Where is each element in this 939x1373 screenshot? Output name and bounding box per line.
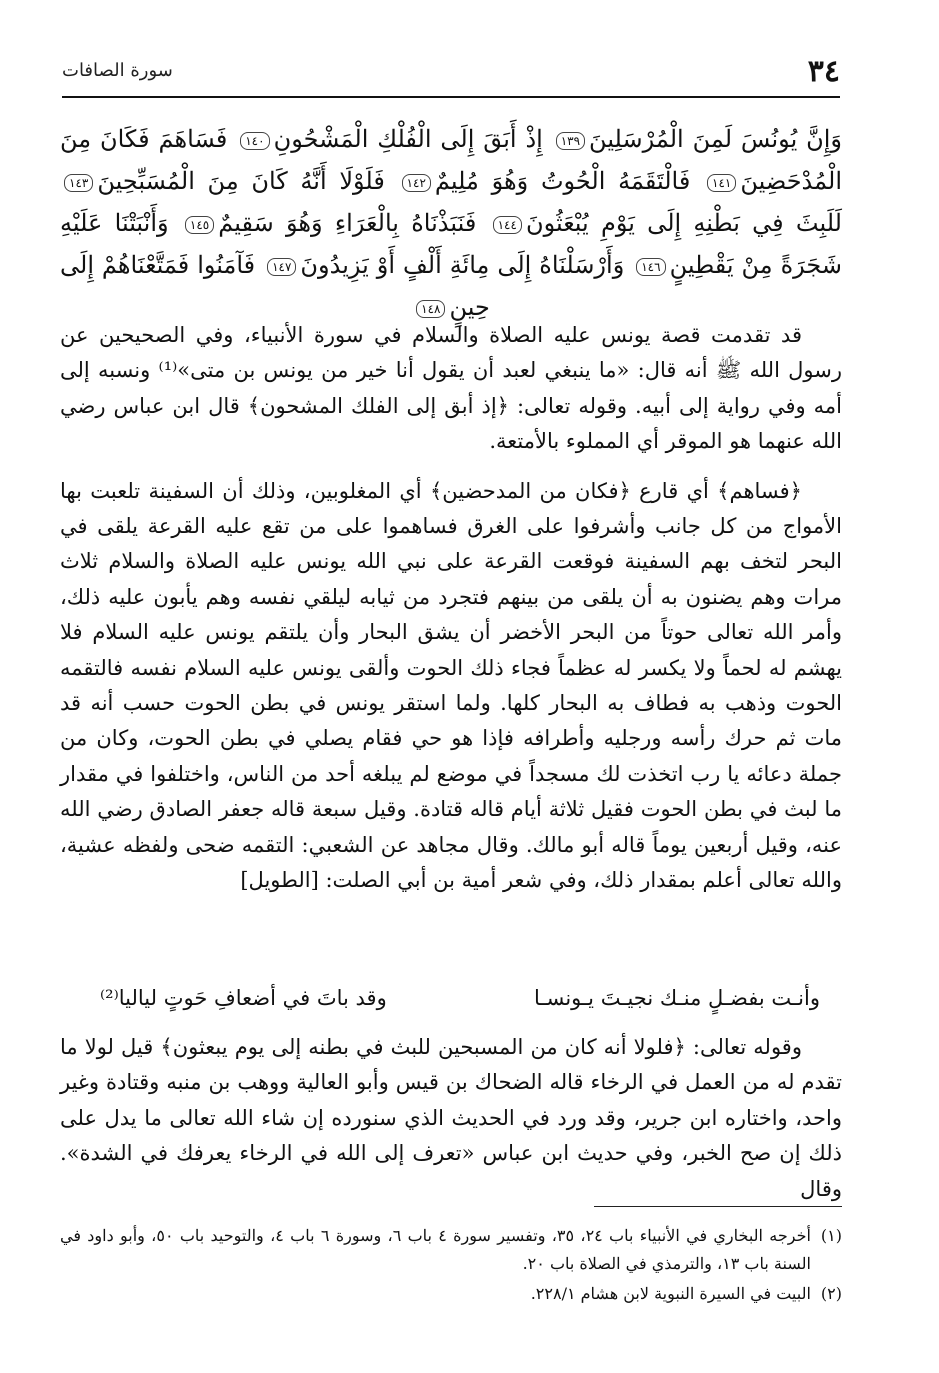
- verse-text: فَنَبَذْنَاهُ بِالْعَرَاءِ وَهُوَ سَقِيمٌ: [218, 209, 477, 237]
- commentary-paragraph: ﴿فساهم﴾ أي قارع ﴿فكان من المدحضين﴾ أي المغلوبين، وذلك أن السفينة تلعبت بها الأمواج من كل جانب وأشرفوا على الغرق فساهموا على من تقع عليه القرعة يلقى في البحر لتخف بهم السفينة فوقعت القرعة على نبي الله يونس عليه الصلاة والسلام ثلاث مرات وهم يضنون به أن يلقى من بينهم فتجرد من ثيابه ليلقي نفسه وهم يأبون عليه ذلك، وأمر الله تعالى حوتاً من البحر الأخضر أن يشق البحار وأن يلتقم يونس عليه السلام فلا يهشم له لحماً ولا يكسر له عظماً فجاء ذلك الحوت وألقى يونس عليه السلام نفسه فالتقمه الحوت وذهب به فطاف به البحار كلها. ولما استقر يونس في بطن الحوت حسب أنه قد مات ثم حرك رأسه ورجليه وأطرافه فإذا هو حي فقام يصلي في بطن الحوت، وكان من جملة دعائه يا رب اتخذت لك مسجداً في موضع لم يبلغه أحد من الناس، واختلفوا في مقدار ما لبث في بطن الحوت فقيل ثلاثة أيام قاله قتادة. وقيل سبعة قاله جعفر الصادق رضي الله عنه، وقيل أربعين يوماً قاله أبو مالك. وقال مجاهد عن الشعبي: التقمه ضحى ولفظه عشية، والله تعالى أعلم بمقدار ذلك، وفي شعر أمية بن أبي الصلت: [الطويل]: [60, 478, 842, 893]
- footnote-item: [60, 1222, 842, 1278]
- footnote-item: [60, 1280, 842, 1308]
- poetry-verse: [100, 980, 820, 1016]
- poem-first-hemistich: وأنـت بفضـلٍ منـك نجيـتَ يـونسـا: [534, 986, 820, 1010]
- verse-text: إِذْ أَبَقَ إِلَى الْفُلْكِ الْمَشْحُونِ: [273, 125, 543, 153]
- footnote-text: أخرجه البخاري في الأنبياء باب ٢٤، ٣٥، وتفسير سورة ٤ باب ٦، وسورة ٦ باب ٤، والتوحيد باب ٥٠، وأبو داود في السنة باب ١٣، والترمذي في الصلاة باب ٢٠.: [60, 1226, 811, 1273]
- running-title: سورة الصافات: [62, 60, 173, 81]
- poem-second-hemistich: وقد باتَ في أضعافِ حَوتٍ لياليا⁽²⁾: [100, 986, 387, 1010]
- verse-number-marker: ١٤٥: [185, 216, 214, 234]
- verse-number-marker: ١٤٧: [267, 258, 296, 276]
- footnote-number: (١): [820, 1226, 842, 1245]
- verse-number-marker: ١٣٩: [556, 132, 585, 150]
- page-number: ٣٤: [807, 54, 840, 89]
- verse-number-marker: ١٤٦: [636, 258, 665, 276]
- footnote-text: البيت في السيرة النبوية لابن هشام ٢٢٨/١.: [530, 1284, 811, 1303]
- verse-number-marker: ١٤٨: [416, 300, 445, 318]
- header-divider: [62, 96, 840, 98]
- quran-verses-block: [60, 118, 842, 328]
- commentary-paragraph: قد تقدمت قصة يونس عليه الصلاة والسلام في سورة الأنبياء، وفي الصحيحين عن رسول الله ﷺ أنه قال: «ما ينبغي لعبد أن يقول أنا خير من يونس بن متى»⁽¹⁾ ونسبه إلى أمه وفي رواية إلى أبيه. وقوله تعالى: ﴿إذ أبق إلى الفلك المشحون﴾ قال ابن عباس رضي الله عنهما هو الموقر أي المملوء بالأمتعة.: [60, 323, 842, 454]
- verse-text: فَسَاهَمَ فَكَانَ مِنَ الْمُدْحَضِينَ: [60, 125, 842, 195]
- verse-text: فَالْتَقَمَهُ الْحُوتُ وَهُوَ مُلِيمٌ: [434, 167, 691, 195]
- verse-text: فَلَوْلَا أَنَّهُ كَانَ مِنَ الْمُسَبِّحِينَ: [97, 167, 385, 195]
- verse-text: وَأَرْسَلْنَاهُ إِلَى مِائَةِ أَلْفٍ أَوْ يَزِيدُونَ: [300, 251, 625, 279]
- verse-text: وَأَنْبَتْنَا عَلَيْهِ شَجَرَةً مِنْ يَقْطِينٍ: [60, 209, 842, 279]
- footnote-divider: [594, 1206, 842, 1207]
- commentary-paragraph: وقوله تعالى: ﴿فلولا أنه كان من المسبحين للبث في بطنه إلى يوم يبعثون﴾ قيل لولا ما تقدم له من العمل في الرخاء قاله الضحاك بن قيس وأبو العالية ووهب بن منبه وقتادة وغير واحد، واختاره ابن جرير، وقد ورد في الحديث الذي سنورده إن شاء الله تعالى ما يدل على ذلك إن صح الخبر، وفي حديث ابن عباس «تعرف إلى الله في الرخاء يعرفك في الشدة». وقال: [60, 1035, 842, 1201]
- commentary-body-continued: [60, 1030, 842, 1207]
- verse-text: لَلَبِثَ فِي بَطْنِهِ إِلَى يَوْمِ يُبْعَثُونَ: [525, 209, 842, 237]
- footnote-number: (٢): [820, 1284, 842, 1303]
- verse-number-marker: ١٤٣: [64, 174, 93, 192]
- verse-text: فَآمَنُوا فَمَتَّعْنَاهُمْ إِلَى حِينٍ: [60, 251, 490, 321]
- page-header: [62, 52, 840, 92]
- verse-number-marker: ١٤٢: [402, 174, 431, 192]
- footnotes: [60, 1222, 842, 1310]
- verse-number-marker: ١٤١: [707, 174, 736, 192]
- commentary-body: [60, 318, 842, 913]
- verse-number-marker: ١٤٤: [493, 216, 522, 234]
- verse-number-marker: ١٤٠: [240, 132, 269, 150]
- verse-text: وَإِنَّ يُونُسَ لَمِنَ الْمُرْسَلِينَ: [589, 125, 843, 153]
